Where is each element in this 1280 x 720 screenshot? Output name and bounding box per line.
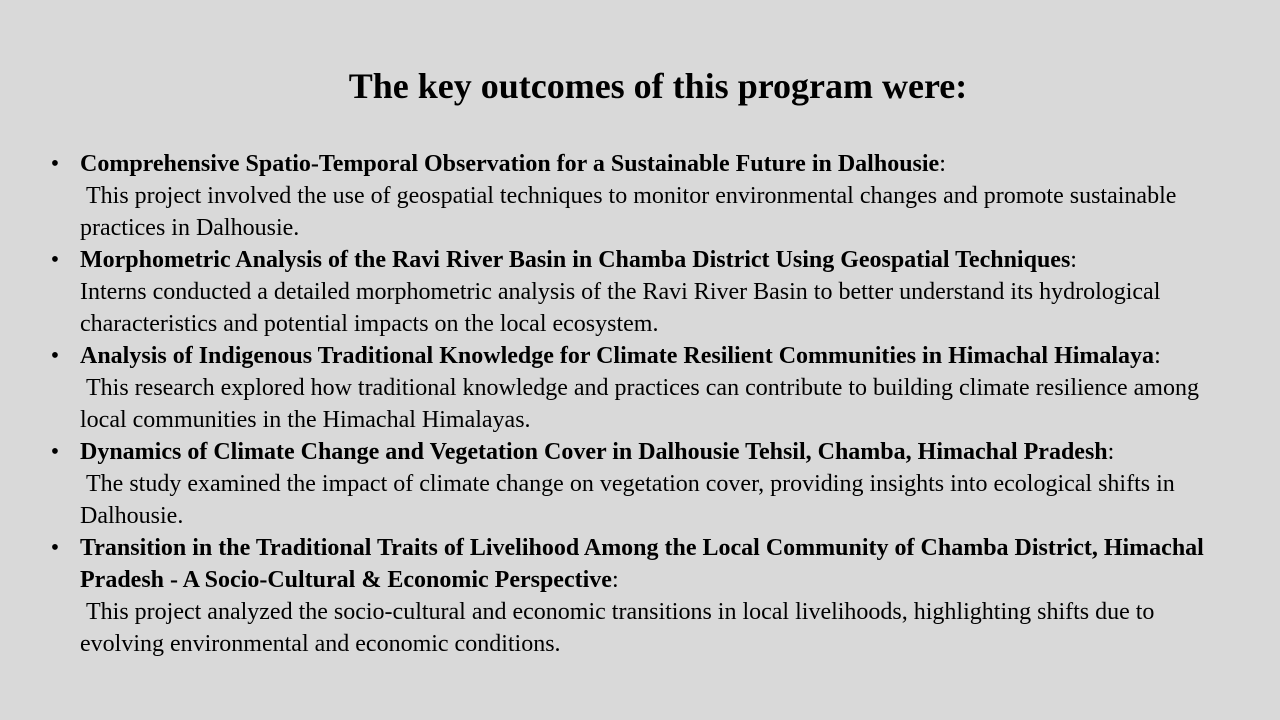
outcome-description: This project analyzed the socio-cultural and economic transitions in local livelihoods, highlighting shifts due to evolving environmental and economic conditions. (80, 599, 1161, 657)
outcome-item (50, 148, 1235, 244)
bullet-icon: • (50, 247, 60, 273)
bullet-icon: • (50, 343, 60, 369)
outcome-separator: : (1107, 439, 1115, 465)
outcome-list (50, 148, 1235, 660)
outcome-description: This research explored how traditional knowledge and practices can contribute to building climate resilience among local communities in the Himachal Himalayas. (80, 375, 1205, 433)
outcome-item (50, 532, 1235, 660)
outcome-separator: : (939, 151, 946, 177)
outcome-item (50, 436, 1235, 532)
outcome-item (50, 340, 1235, 436)
outcome-description: Interns conducted a detailed morphometric analysis of the Ravi River Basin to better understand its hydrological characteristics and potential impacts on the local ecosystem. (80, 279, 1167, 337)
outcome-title: Morphometric Analysis of the Ravi River Basin in Chamba District Using Geospatial Techniques (80, 247, 1071, 273)
outcome-separator: : (611, 567, 619, 593)
bullet-icon: • (50, 151, 60, 177)
outcome-separator: : (1070, 247, 1077, 273)
slide-title: The key outcomes of this program were: (348, 66, 968, 106)
bullet-icon: • (50, 535, 60, 561)
outcome-description: This project involved the use of geospatial techniques to monitor environmental changes and promote sustainable practices in Dalhousie. (80, 183, 1183, 241)
outcome-title: Analysis of Indigenous Traditional Knowledge for Climate Resilient Communities in Himachal Himalaya (80, 343, 1155, 369)
outcome-item (50, 244, 1235, 340)
bullet-icon: • (50, 439, 60, 465)
outcome-title: Transition in the Traditional Traits of Livelihood Among the Local Community of Chamba District, Himachal Pradesh - A Socio-Cultural & Economic Perspective (80, 535, 1204, 593)
outcome-title: Comprehensive Spatio-Temporal Observation for a Sustainable Future in Dalhousie (80, 151, 940, 177)
outcome-separator: : (1154, 343, 1161, 369)
outcome-description: The study examined the impact of climate change on vegetation cover, providing insights into ecological shifts in Dalhousie. (80, 471, 1181, 529)
outcome-title: Dynamics of Climate Change and Vegetation Cover in Dalhousie Tehsil, Chamba, Himachal Pradesh (80, 439, 1108, 465)
